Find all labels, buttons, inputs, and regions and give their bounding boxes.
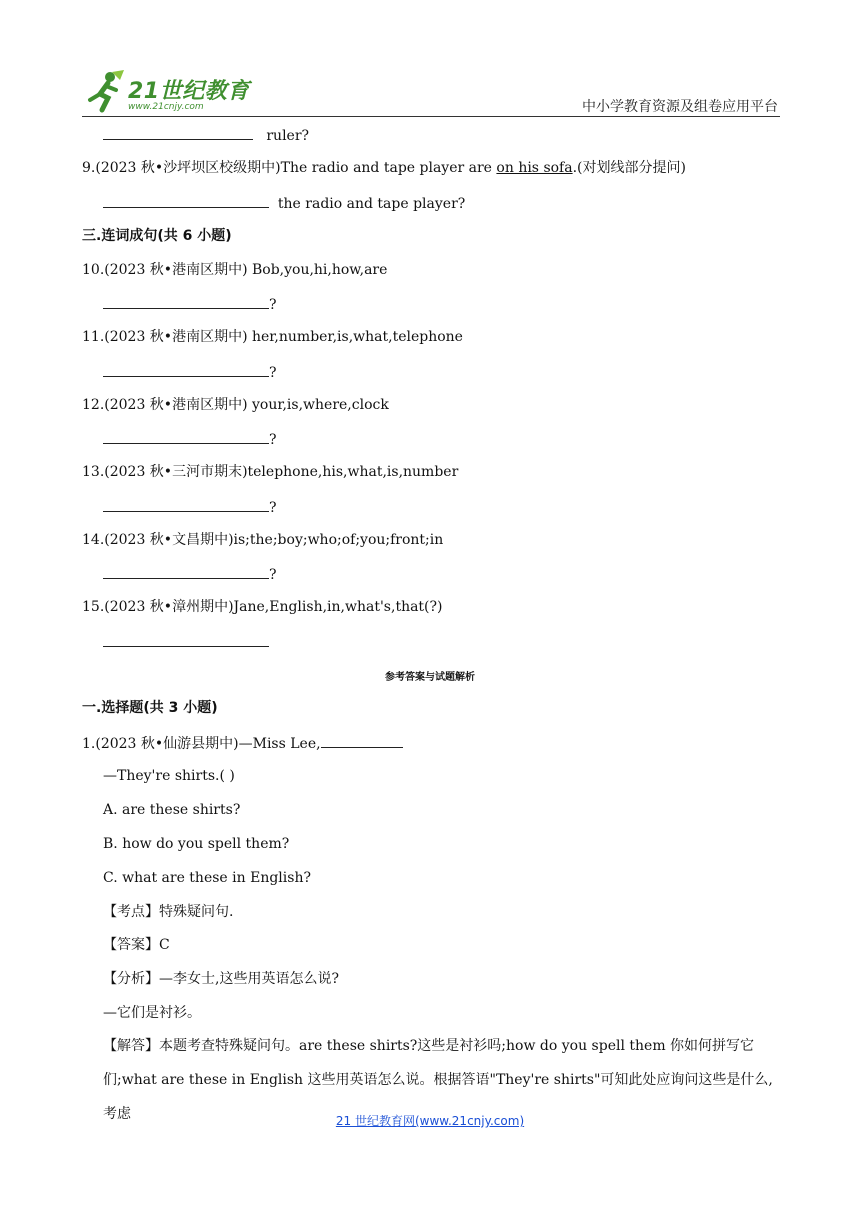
logo-url: www.21cnjy.com (128, 102, 204, 112)
logo (82, 66, 282, 118)
q15-question: 15.(2023 秋•漳州期中)Jane,English,in,what's,that(?) (82, 599, 443, 615)
q8-tail: ruler? (266, 128, 310, 144)
header-divider (82, 116, 780, 117)
section1-title: 一.选择题(共 3 小题) (82, 700, 218, 716)
answer-blank (103, 429, 269, 444)
solution-text: 【解答】本题考查特殊疑问句。are these shirts?这些是衬衫吗;how do you spell them 你如何拼写它们;what are these in English 这些用英语怎么说。根据答语"They're shirts"可知此处应询问这些是什么,考虑 (103, 1038, 773, 1122)
question-mark: ? (269, 432, 277, 448)
q13-question: 13.(2023 秋•三河市期末)telephone,his,what,is,number (82, 464, 459, 480)
q11-answer-line (103, 362, 277, 382)
question-mark: ? (269, 567, 277, 583)
q12-answer-line (103, 429, 277, 449)
option-c: C. what are these in English? (103, 870, 311, 886)
answer-blank (103, 362, 269, 377)
analysis-line-2: —它们是衬衫。 (103, 1005, 201, 1021)
q8-answer-line (103, 125, 309, 145)
page-header (82, 66, 780, 118)
q10-answer-line (103, 294, 277, 314)
answer-blank (103, 294, 269, 309)
answer-blank (103, 193, 269, 208)
q9-answer-line (103, 193, 465, 213)
q9-question (82, 159, 686, 177)
q11-question: 11.(2023 秋•港南区期中) her,number,is,what,telephone (82, 329, 463, 345)
q1-reply: —They're shirts.( ) (103, 768, 235, 784)
question-mark: ? (269, 297, 277, 313)
q1-stem-text: 1.(2023 秋•仙游县期中)—Miss Lee, (82, 736, 321, 752)
logo-text: 21世纪教育 (128, 79, 250, 104)
q10-question: 10.(2023 秋•港南区期中) Bob,you,hi,how,are (82, 262, 388, 278)
q15-answer-line (103, 632, 269, 652)
answer-blank (103, 632, 269, 647)
q1-stem (82, 733, 403, 753)
answer-blank (103, 564, 269, 579)
answers-title: 参考答案与试题解析 (385, 672, 475, 683)
q9-underlined: on his sofa (496, 160, 573, 176)
q14-question: 14.(2023 秋•文昌期中)is;the;boy;who;of;you;front;in (82, 532, 444, 548)
analysis-line-1: 【分析】—李女士,这些用英语怎么说? (103, 971, 339, 987)
runner-logo-icon (82, 70, 126, 114)
platform-title: 中小学教育资源及组卷应用平台 (582, 99, 778, 115)
answer-key: 【答案】C (103, 937, 170, 953)
answer-blank (103, 125, 253, 140)
question-mark: ? (269, 365, 277, 381)
q14-answer-line (103, 564, 277, 584)
footer-link[interactable]: 21 世纪教育网(www.21cnjy.com) (335, 1114, 525, 1128)
q9-prefix: 9.(2023 秋•沙坪坝区校级期中)The radio and tape player are (82, 160, 497, 176)
q9-suffix: .(对划线部分提问) (572, 160, 686, 176)
answer-blank (103, 497, 269, 512)
question-mark: ? (269, 500, 277, 516)
q12-question: 12.(2023 秋•港南区期中) your,is,where,clock (82, 397, 389, 413)
option-a: A. are these shirts? (103, 802, 241, 818)
option-b: B. how do you spell them? (103, 836, 290, 852)
section3-title: 三.连词成句(共 6 小题) (82, 228, 232, 244)
q9-tail: the radio and tape player? (277, 196, 466, 212)
test-point: 【考点】特殊疑问句. (103, 904, 234, 920)
q13-answer-line (103, 497, 277, 517)
answer-blank (321, 733, 403, 748)
